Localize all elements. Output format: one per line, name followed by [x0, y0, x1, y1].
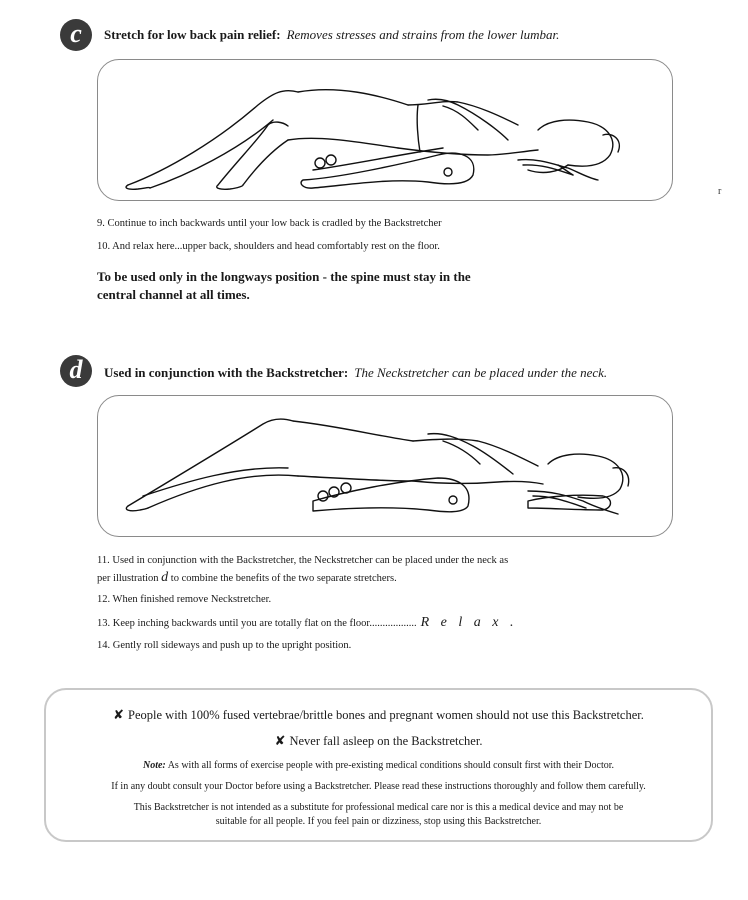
step-9: 9. Continue to inch backwards until your low back is cradled by the Backstretcher: [97, 218, 442, 229]
step-13-text: 13. Keep inching backwards until you are totally flat on the floor..................: [97, 618, 417, 629]
notice-line-never-sleep: [46, 734, 711, 749]
note-text: As with all forms of exercise people with pre-existing medical conditions should consult first with their Doctor.: [167, 760, 615, 771]
longways-warning-line1: To be used only in the longways position - the spine must stay in the: [97, 269, 471, 284]
step-14: 14. Gently roll sideways and push up to the upright position.: [97, 640, 352, 651]
cross-mark-icon: ✘: [113, 708, 125, 723]
note-label: Note:: [142, 760, 166, 771]
step-11-line2: [97, 570, 397, 586]
longways-warning: [97, 268, 471, 304]
step-13: [97, 615, 517, 631]
notice-line-disclaimer-1: This Backstretcher is not intended as a substitute for professional medical care nor is this a medical device and may not be: [133, 802, 624, 813]
step-11-line1: 11. Used in conjunction with the Backstretcher, the Neckstretcher can be placed under the neck as: [97, 555, 509, 566]
section-d-heading-italic: The Neckstretcher can be placed under the neck.: [354, 365, 608, 380]
section-c-badge: c: [60, 19, 92, 51]
section-d-heading: [104, 365, 607, 381]
stray-mark: r: [718, 186, 722, 197]
step-12: 12. When finished remove Neckstretcher.: [97, 594, 272, 605]
step-13-relax: R e l a x .: [420, 615, 518, 630]
step-10: 10. And relax here...upper back, shoulders and head comfortably rest on the floor.: [97, 241, 440, 252]
step-11-post: to combine the benefits of the two separate stretchers.: [170, 573, 397, 584]
section-c-heading: [104, 27, 559, 43]
safety-notice-box: [44, 688, 713, 842]
figure-lying-neckstretcher-icon: [98, 396, 672, 536]
notice-line1-text: People with 100% fused vertebrae/brittle bones and pregnant women should not use this Backstretcher.: [128, 708, 644, 722]
notice-line2-text: Never fall asleep on the Backstretcher.: [289, 734, 483, 748]
longways-warning-line2: central channel at all times.: [97, 287, 250, 302]
illustration-neckstretcher: [97, 395, 673, 537]
step-11-letter-d: d: [161, 570, 169, 585]
notice-line-note: [46, 760, 711, 771]
section-c-heading-bold: Stretch for low back pain relief:: [104, 27, 281, 42]
notice-line-fused-vertebrae: [46, 708, 711, 723]
notice-line-disclaimer-2: suitable for all people. If you feel pain or dizziness, stop using this Backstretcher.: [215, 816, 542, 827]
section-d-heading-bold: Used in conjunction with the Backstretcher:: [104, 365, 349, 380]
illustration-backstretcher: [97, 59, 673, 201]
figure-lying-backstretcher-icon: [98, 60, 672, 200]
step-11-pre: per illustration: [97, 573, 159, 584]
cross-mark-icon: ✘: [274, 734, 286, 749]
notice-line-consult: If in any doubt consult your Doctor before using a Backstretcher. Please read these instructions thoroughly and follow them carefully.: [111, 781, 646, 792]
section-c-heading-italic: Removes stresses and strains from the lower lumbar.: [286, 27, 560, 42]
section-d-badge: d: [60, 355, 92, 387]
